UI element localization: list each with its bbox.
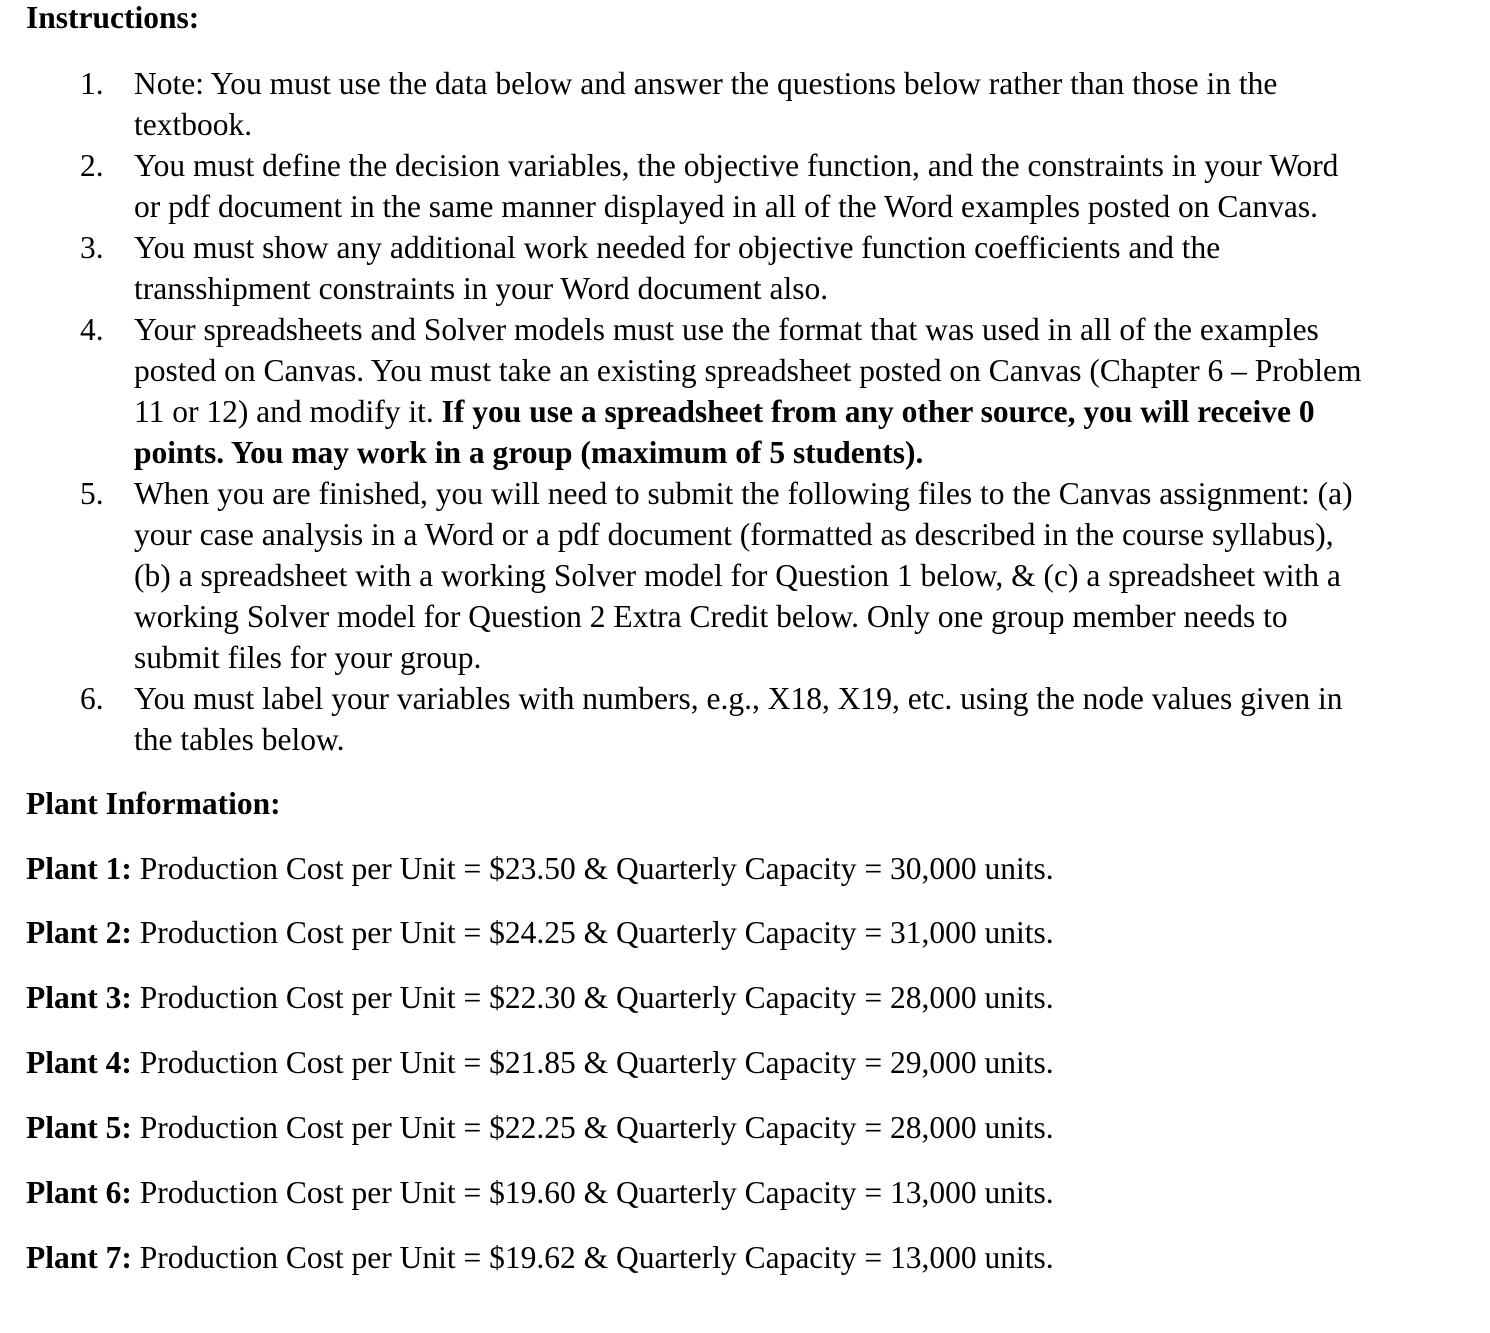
text-line: You must label your variables with numbers, e.g., X18, X19, etc. using the node values given in (134, 681, 1343, 716)
list-number: 3. (80, 230, 104, 265)
plant-details: Production Cost per Unit = $22.30 & Quarterly Capacity = 28,000 units. (131, 980, 1054, 1015)
text-line: When you are finished, you will need to submit the following files to the Canvas assignment: (a) (134, 476, 1353, 511)
plant-details: Production Cost per Unit = $24.25 & Quarterly Capacity = 31,000 units. (131, 915, 1054, 950)
bold-warning: points. You may work in a group (maximum of 5 students). (134, 435, 924, 470)
plant-label: Plant 7: (26, 1240, 132, 1275)
plant-details: Production Cost per Unit = $22.25 & Quarterly Capacity = 28,000 units. (131, 1110, 1054, 1145)
text-segment: 11 or 12) and modify it. (134, 394, 442, 429)
bold-warning: If you use a spreadsheet from any other source, you will receive 0 (441, 394, 1315, 429)
text-line: your case analysis in a Word or a pdf document (formatted as described in the course syllabus), (134, 517, 1334, 552)
text-line: textbook. (134, 107, 253, 142)
plant-details: Production Cost per Unit = $19.62 & Quarterly Capacity = 13,000 units. (131, 1240, 1054, 1275)
text-line (134, 391, 1361, 432)
list-number: 2. (80, 148, 104, 183)
plant-label: Plant 5: (26, 1110, 132, 1145)
text-line: You must define the decision variables, the objective function, and the constraints in your Word (134, 148, 1339, 183)
instruction-text (134, 678, 1343, 760)
instructions-heading: Instructions: (26, 0, 200, 35)
text-line: or pdf document in the same manner displayed in all of the Word examples posted on Canvas. (134, 189, 1318, 224)
text-line (134, 432, 1361, 473)
list-number: 1. (80, 66, 104, 101)
text-line: the tables below. (134, 722, 345, 757)
list-number: 5. (80, 476, 104, 511)
plant-row (26, 850, 1054, 888)
plant-information-heading: Plant Information: (26, 786, 281, 821)
text-line: You must show any additional work needed for objective function coefficients and the (134, 230, 1221, 265)
plant-details: Production Cost per Unit = $23.50 & Quarterly Capacity = 30,000 units. (131, 851, 1054, 886)
text-line: (b) a spreadsheet with a working Solver model for Question 1 below, & (c) a spreadsheet with a (134, 558, 1341, 593)
plant-label: Plant 4: (26, 1045, 132, 1080)
instruction-text (134, 145, 1338, 227)
instruction-text (134, 63, 1277, 145)
list-number: 4. (80, 312, 104, 347)
plant-label: Plant 2: (26, 915, 132, 950)
plant-row (26, 1174, 1054, 1212)
instruction-text (134, 227, 1220, 309)
text-line: Note: You must use the data below and answer the questions below rather than those in the (134, 66, 1278, 101)
text-line: Your spreadsheets and Solver models must use the format that was used in all of the examples (134, 312, 1319, 347)
plant-details: Production Cost per Unit = $19.60 & Quarterly Capacity = 13,000 units. (131, 1175, 1054, 1210)
instruction-text (134, 309, 1361, 473)
plant-row (26, 1109, 1054, 1147)
plant-row (26, 979, 1054, 1017)
plant-label: Plant 1: (26, 851, 132, 886)
instruction-text (134, 473, 1353, 678)
text-line: transshipment constraints in your Word document also. (134, 271, 829, 306)
plant-row (26, 1239, 1054, 1277)
plant-details: Production Cost per Unit = $21.85 & Quarterly Capacity = 29,000 units. (131, 1045, 1054, 1080)
plant-row (26, 1044, 1054, 1082)
plant-label: Plant 6: (26, 1175, 132, 1210)
text-line: working Solver model for Question 2 Extra Credit below. Only one group member needs to (134, 599, 1288, 634)
text-line: submit files for your group. (134, 640, 482, 675)
list-number: 6. (80, 681, 104, 716)
plant-row (26, 914, 1054, 952)
plant-label: Plant 3: (26, 980, 132, 1015)
text-line: posted on Canvas. You must take an existing spreadsheet posted on Canvas (Chapter 6 – Problem (134, 353, 1362, 388)
